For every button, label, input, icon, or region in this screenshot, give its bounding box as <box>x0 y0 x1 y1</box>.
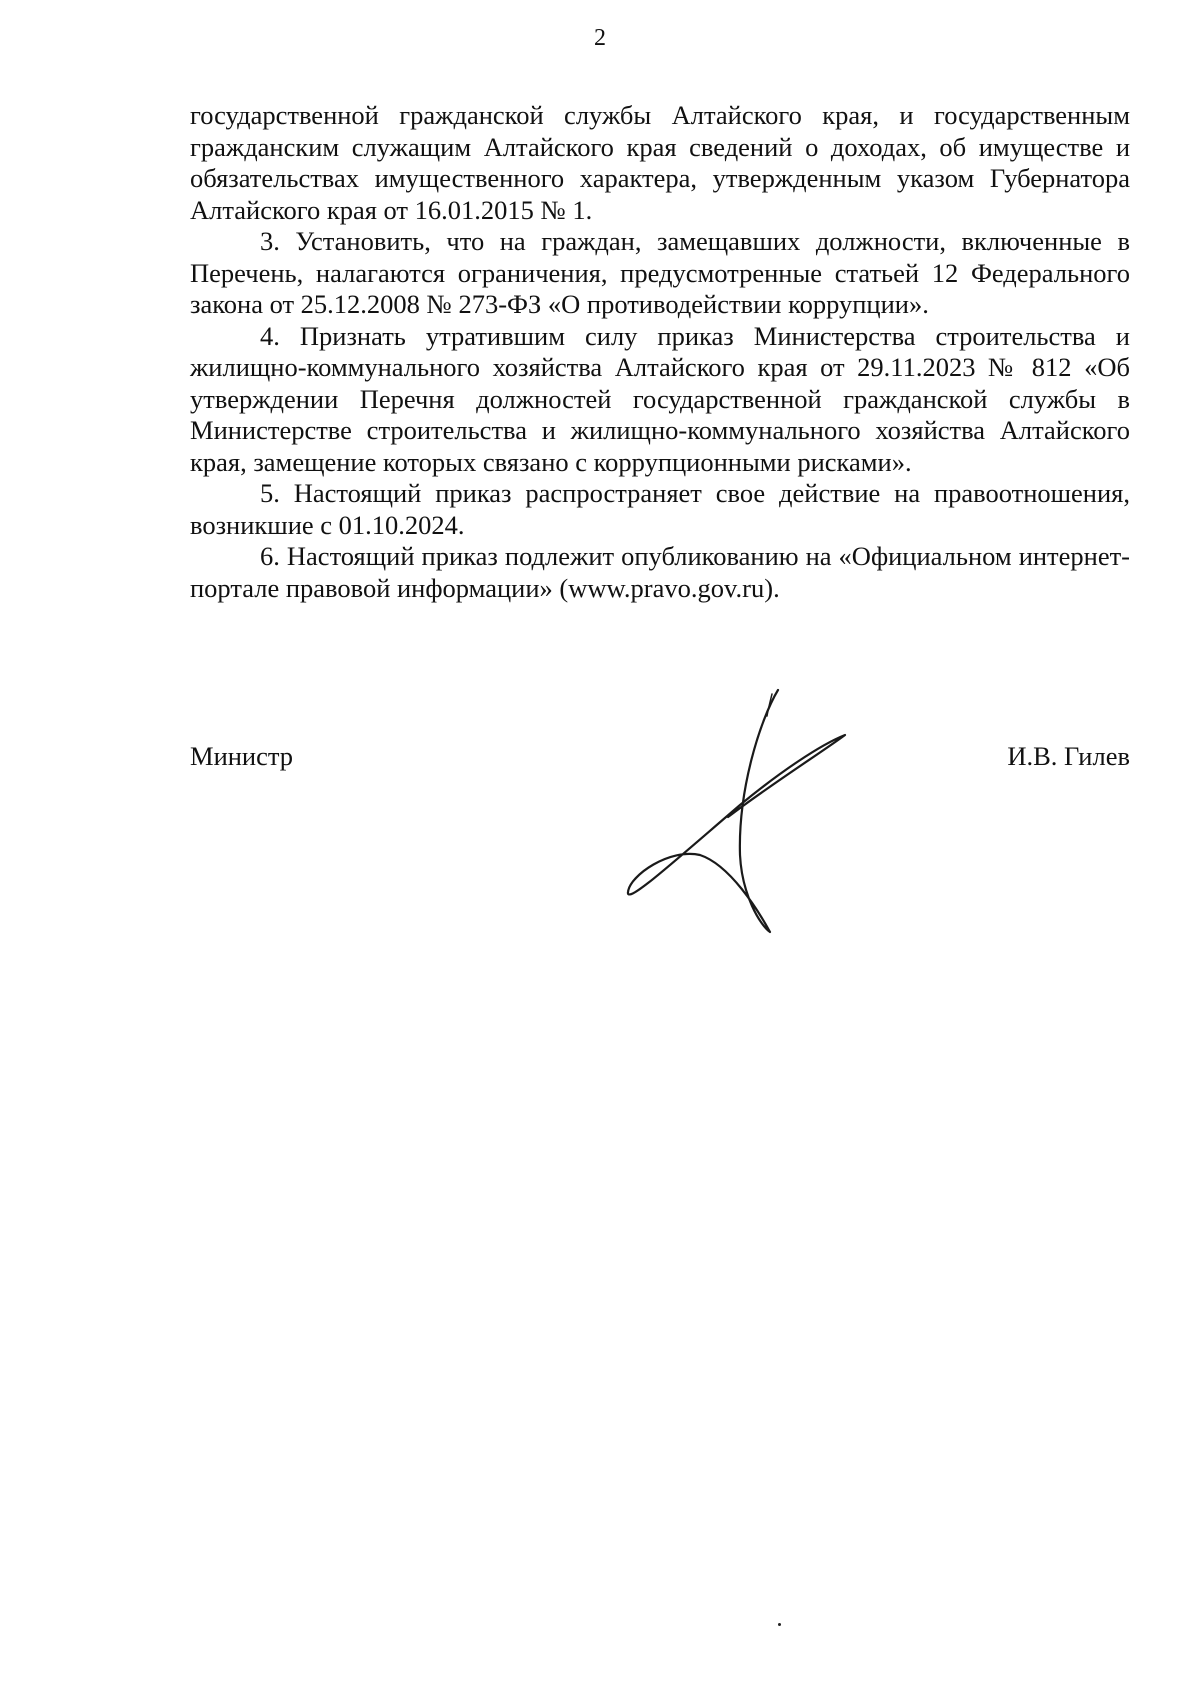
scan-speck <box>778 1623 781 1626</box>
paragraph-item-5: 5. Настоящий приказ распространяет свое действие на правоотношения, возникшие с 01.10.2024. <box>190 478 1130 540</box>
paragraph-item-4: 4. Признать утратившим силу приказ Министерства строительства и жилищно-коммунального хозяйства Алтайского края от 29.11.2023 № 812 «Об утверждении Перечня должностей государственной гражданской службы в Министерстве строительства и жилищно-коммунального хозяйства Алтайского края, замещение которых связано с коррупционными рисками». <box>190 320 1130 477</box>
signatory-name: И.В. Гилев <box>1007 741 1130 771</box>
paragraph-item-6: 6. Настоящий приказ подлежит опубликованию на «Официальном интернет-портале правовой информации» (www.pravo.gov.ru). <box>190 541 1130 603</box>
paragraph-item-3: 3. Установить, что на граждан, замещавших должности, включенные в Перечень, налагаются ограничения, предусмотренные статьей 12 Федерального закона от 25.12.2008 № 273-ФЗ «О противодействии коррупции». <box>190 226 1130 319</box>
page-number: 2 <box>594 25 606 51</box>
signatory-position: Министр <box>190 741 294 771</box>
paragraph-continuation: государственной гражданской службы Алтайского края, и государственным гражданским служащим Алтайского края сведений о доходах, об имуществе и обязательствах имущественного характера, утвержденным указом Губернатора Алтайского края от 16.01.2015 № 1. <box>190 100 1130 225</box>
handwritten-signature <box>620 680 860 940</box>
document-body <box>190 100 1130 604</box>
